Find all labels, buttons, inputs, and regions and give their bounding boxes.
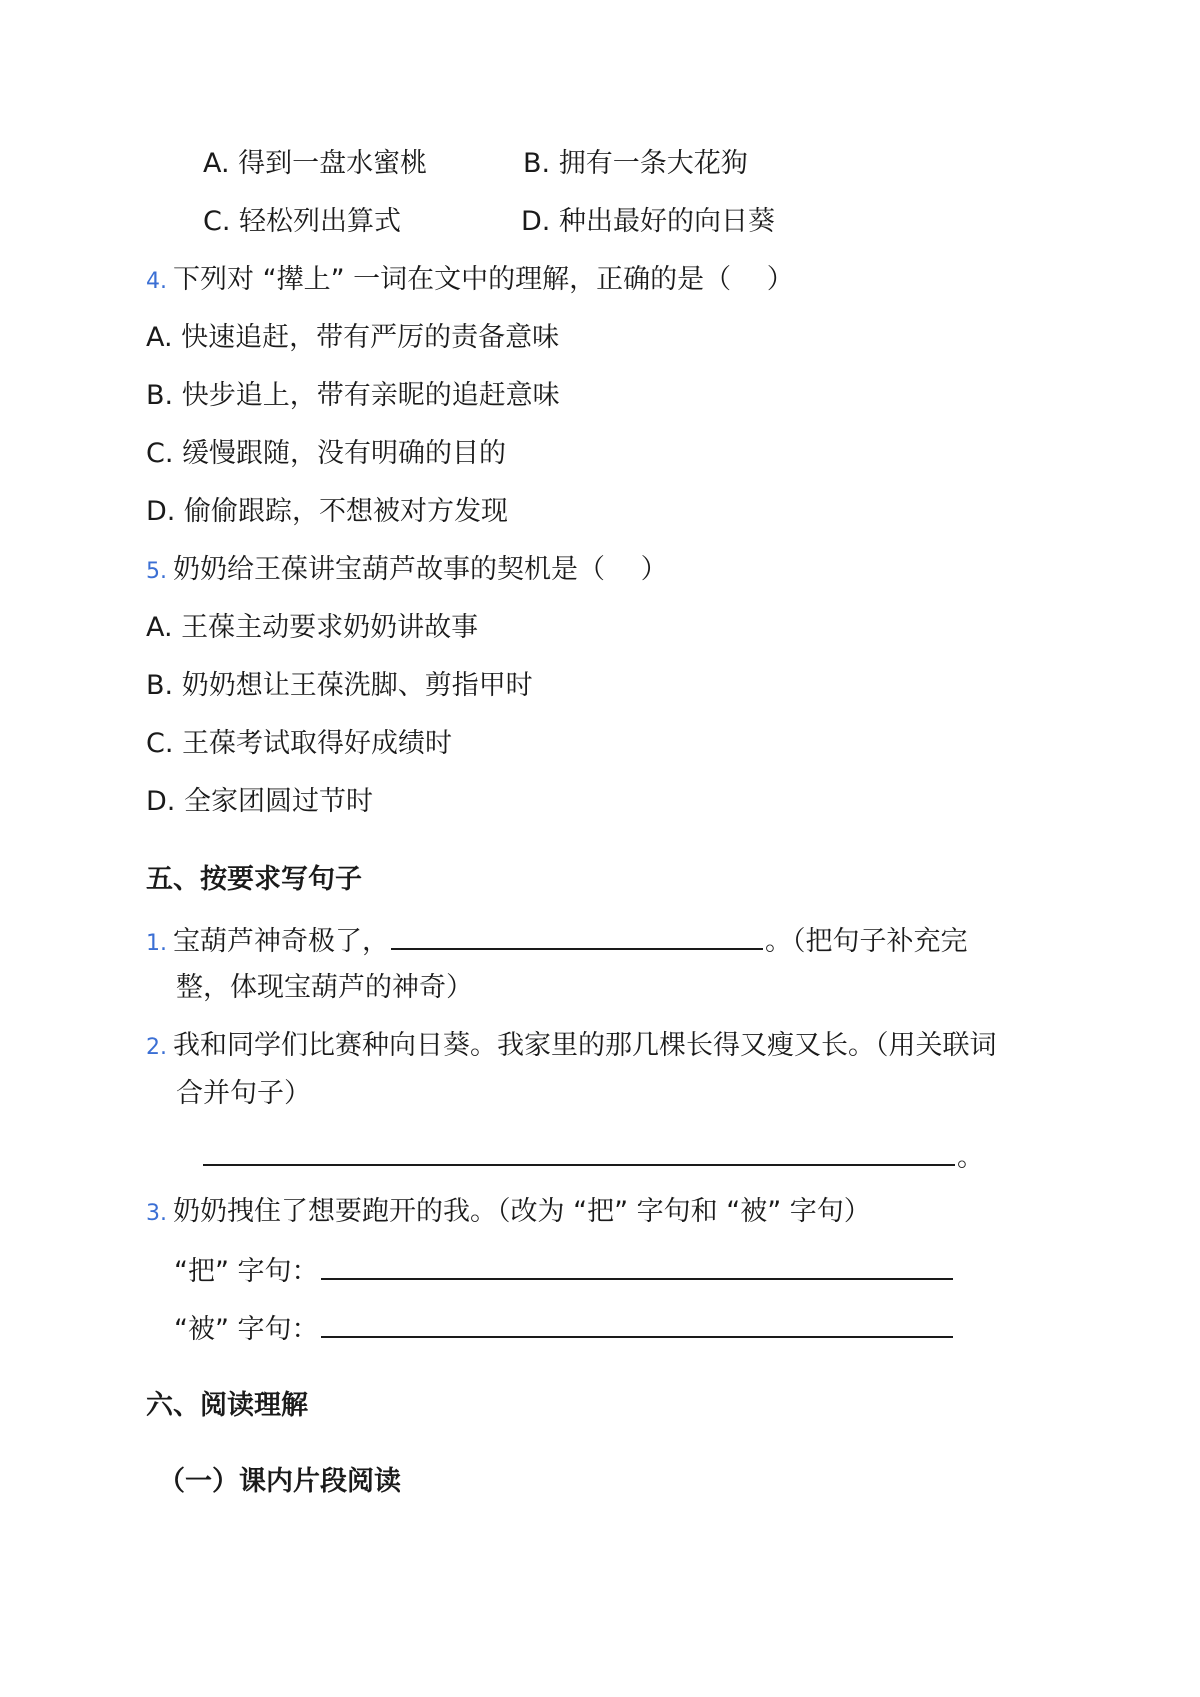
s3-number: 3.: [146, 1201, 167, 1226]
s3-bei-label: “被” 字句：: [174, 1314, 319, 1345]
q4-option-c: C. 缓慢跟随，没有明确的目的: [146, 438, 507, 469]
q3-option-b: B. 拥有一条大花狗: [523, 148, 748, 179]
s2-answer-blank[interactable]: [203, 1138, 955, 1166]
q4-stem-text: 下列对 “撵上” 一词在文中的理解，正确的是（ ）: [173, 264, 794, 295]
q5-stem-text: 奶奶给王葆讲宝葫芦故事的契机是（ ）: [173, 554, 668, 585]
s1-line: [146, 922, 968, 962]
q3-option-c: C. 轻松列出算式: [203, 206, 402, 237]
s3-ba-blank[interactable]: [321, 1252, 953, 1280]
s3-stem: [146, 1194, 871, 1232]
q5-option-b: B. 奶奶想让王葆洗脚、剪指甲时: [146, 670, 533, 701]
s3-stem-text: 奶奶拽住了想要跑开的我。（改为 “把” 字句和 “被” 字句）: [173, 1196, 871, 1227]
q4-number: 4.: [146, 269, 167, 294]
section-six-title: 六、阅读理解: [146, 1390, 308, 1421]
q4-option-d: D. 偷偷跟踪，不想被对方发现: [146, 496, 508, 527]
s1-answer-blank[interactable]: [391, 922, 763, 950]
q3-option-a: A. 得到一盘水蜜桃: [203, 148, 428, 179]
q3-option-d: D. 种出最好的向日葵: [521, 206, 775, 237]
s2-line1-text: 我和同学们比赛种向日葵。我家里的那几棵长得又瘦又长。（用关联词: [173, 1030, 997, 1061]
q5-option-a: A. 王葆主动要求奶奶讲故事: [146, 612, 479, 643]
s2-line2: 合并句子）: [176, 1078, 311, 1109]
s3-ba-line: [174, 1252, 955, 1290]
s1-continuation: 整，体现宝葫芦的神奇）: [176, 972, 473, 1003]
s1-after: 。（把句子补充完: [765, 926, 968, 957]
q5-option-d: D. 全家团圆过节时: [146, 786, 373, 817]
q4-option-b: B. 快步追上，带有亲昵的追赶意味: [146, 380, 560, 411]
s3-bei-line: [174, 1310, 955, 1348]
s2-number: 2.: [146, 1035, 167, 1060]
s3-bei-blank[interactable]: [321, 1310, 953, 1338]
s3-ba-label: “把” 字句：: [174, 1256, 319, 1287]
q5-number: 5.: [146, 559, 167, 584]
q5-stem: [146, 552, 668, 590]
q4-option-a: A. 快速追赶，带有严厉的责备意味: [146, 322, 560, 353]
s2-line1: [146, 1028, 997, 1066]
section-six-subtitle: （一）课内片段阅读: [158, 1466, 401, 1497]
s2-answer-line: [203, 1138, 984, 1176]
s2-end: 。: [957, 1142, 984, 1173]
s1-before: 宝葫芦神奇极了，: [173, 926, 389, 957]
q4-stem: [146, 262, 794, 300]
s1-number: 1.: [146, 931, 167, 956]
q5-option-c: C. 王葆考试取得好成绩时: [146, 728, 453, 759]
section-five-title: 五、按要求写句子: [146, 864, 362, 895]
